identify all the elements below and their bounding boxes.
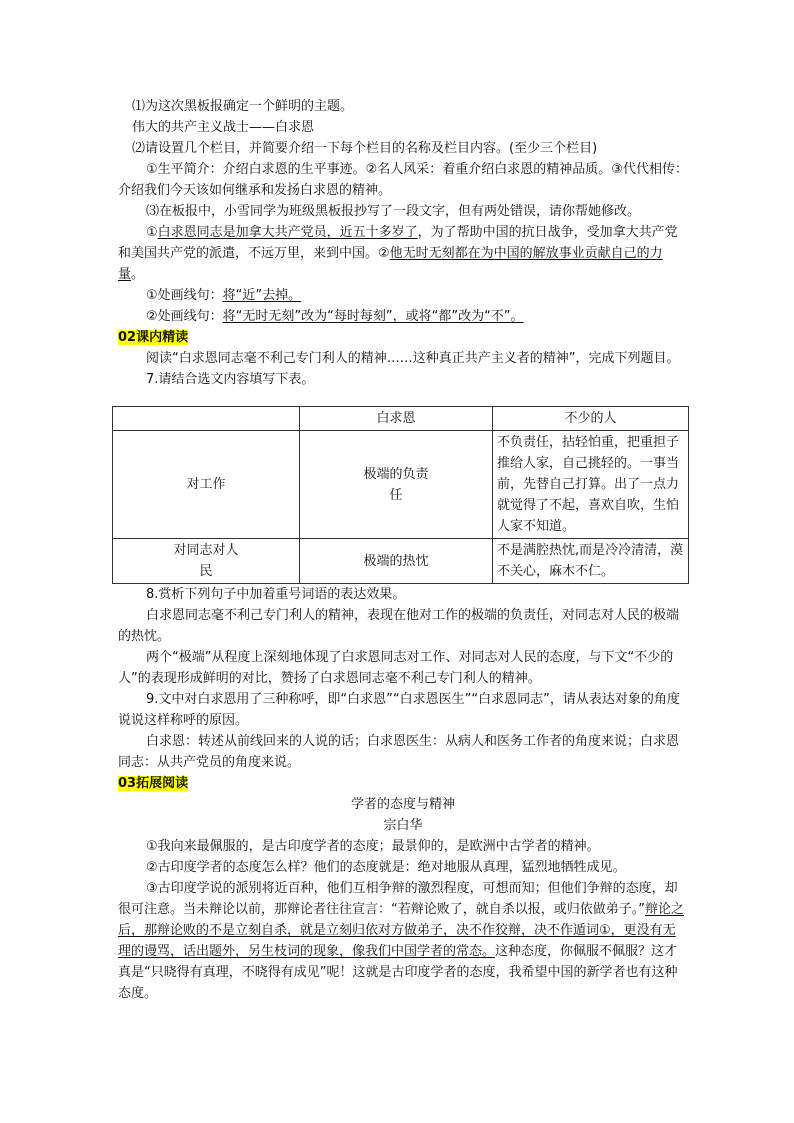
article-title: 学者的态度与精神 [350,797,455,812]
question-8: 8.赏析下列句子中加着重号词语的表达效果。 [146,587,406,602]
question-1: ⑴为这次黑板报确定一个鲜明的主题。 [132,99,354,114]
fix-2-answer: 将“无时无刻”改为“每时每刻”，或将“都”改为“不”。 [222,309,524,324]
underlined-sentence-1: 白求恩同志是加拿大共产党员，近五十多岁了 [157,225,418,240]
others-cell: 不负责任，拈轻怕重，把重担子推给人家，自己挑轻的。一事当前，先替自己打算。出了一点力就觉得了不起，喜欢自吹，生怕人家不知道。 [493,431,689,539]
article-paragraph-3: ③古印度学说的派别将近百种，他们互相争辩的激烈程度，可想而知；但他们争辩的态度，却很可注意。当未辩论以前，那辩论者往往宣言：“若辩论败了，就自杀以报，或归依做弟子。”辩论之后，那辩论败的不是立刻自杀，就是立刻归依对方做弟子，决不作狡辩，决不作遁词①，更没有无理的谩骂，话出题外，另生枝词的现象，像我们中国学者的常态。这种态度，你佩服不佩服？这才真是“只晓得有真理，不晓得有成见”呢！这就是古印度学者的态度，我希望中国的新学者也有这种态度。 [118,881,684,1001]
table-header-row [113,407,689,431]
question-3: ⑶在板报中，小雪同学为班级黑板报抄写了一段文字，但有两处错误，请你帮她修改。 [146,204,641,219]
passage-with-errors: ①白求恩同志是加拿大共产党员，近五十多岁了，为了帮助中国的抗日战争，受加拿大共产党和美国共产党的派遣，不远万里，来到中国。②他无时无刻都在为中国的解放事业贡献自己的力量。 [118,225,678,282]
table-header-cell: 白求恩 [300,407,493,431]
section-heading-02: 02课内精读 [118,330,189,345]
answer-1: 伟大的共产主义战士——白求恩 [132,120,315,135]
article-paragraph-1: ①我向来最佩服的，是古印度学者的态度；最景仰的，是欧洲中古学者的精神。 [146,839,600,854]
table-header-cell [113,407,300,431]
section-heading-03: 03拓展阅读 [118,776,189,791]
others-cell: 不是满腔热忱,而是冷冷清清，漠不关心，麻木不仁。 [493,539,689,584]
reading-instruction: 阅读“白求恩同志毫不利己专门利人的精神……这种真正共产主义者的精神”，完成下列题目。 [146,351,680,366]
row-label: 对同志对人民 [113,539,300,584]
article-paragraph-2: ②古印度学者的态度怎么样？他们的态度就是：绝对地服从真理，猛烈地牺牲成见。 [146,860,626,875]
table-row [113,539,689,584]
question-7: 7.请结合选文内容填写下表。 [146,372,315,387]
underlined-sentence-2: 他无时无刻都在为中国的解放事业贡献自己的力量 [118,246,663,282]
table-row [113,431,689,539]
comparison-table [112,406,689,584]
answer-2: ①生平简介：介绍白求恩的生平事迹。②名人风采：着重介绍白求恩的精神品质。③代代相传：介绍我们今天该如何继承和发扬白求恩的精神。 [118,162,688,198]
question-8-text: 白求恩同志毫不利己专门利人的精神，表现在他对工作的极端的负责任，对同志对人民的极端的热忱。 [118,608,680,644]
answer-9: 白求恩：转述从前线回来的人说的话；白求恩医生：从病人和医务工作者的角度来说；白求恩同志：从共产党员的角度来说。 [118,734,680,770]
question-2: ⑵请设置几个栏目，并简要介绍一下每个栏目的名称及栏目内容。(至少三个栏目) [132,141,598,156]
fix-1: ①处画线句：将“近”去掉。 [146,288,302,303]
fix-1-answer: 将“近”去掉。 [222,288,302,303]
question-9: 9.文中对白求恩用了三种称呼，即“白求恩”“白求恩医生”“白求恩同志”，请从表达对象的角度说说这样称呼的原因。 [118,692,680,728]
answer-8: 两个“极端”从程度上深刻地体现了白求恩同志对工作、对同志对人民的态度，与下文“不少的人”的表现形成鲜明的对比，赞扬了白求恩同志毫不利己专门利人的精神。 [118,650,674,686]
bqe-cell: 极端的热忱 [300,539,493,584]
fix-2: ②处画线句：将“无时无刻”改为“每时每刻”，或将“都”改为“不”。 [146,309,524,324]
bqe-cell: 极端的负责任 [300,431,493,539]
document-body [118,96,688,1004]
underlined-article-sentence: 辩论之后，那辩论败的不是立刻自杀，就是立刻归依对方做弟子，决不作狡辩，决不作遁词①，更没有无理的谩骂，话出题外，另生枝词的现象，像我们中国学者的常态。 [118,902,684,959]
table-header-cell: 不少的人 [493,407,689,431]
article-author: 宗白华 [383,818,423,833]
row-label: 对工作 [113,431,300,539]
